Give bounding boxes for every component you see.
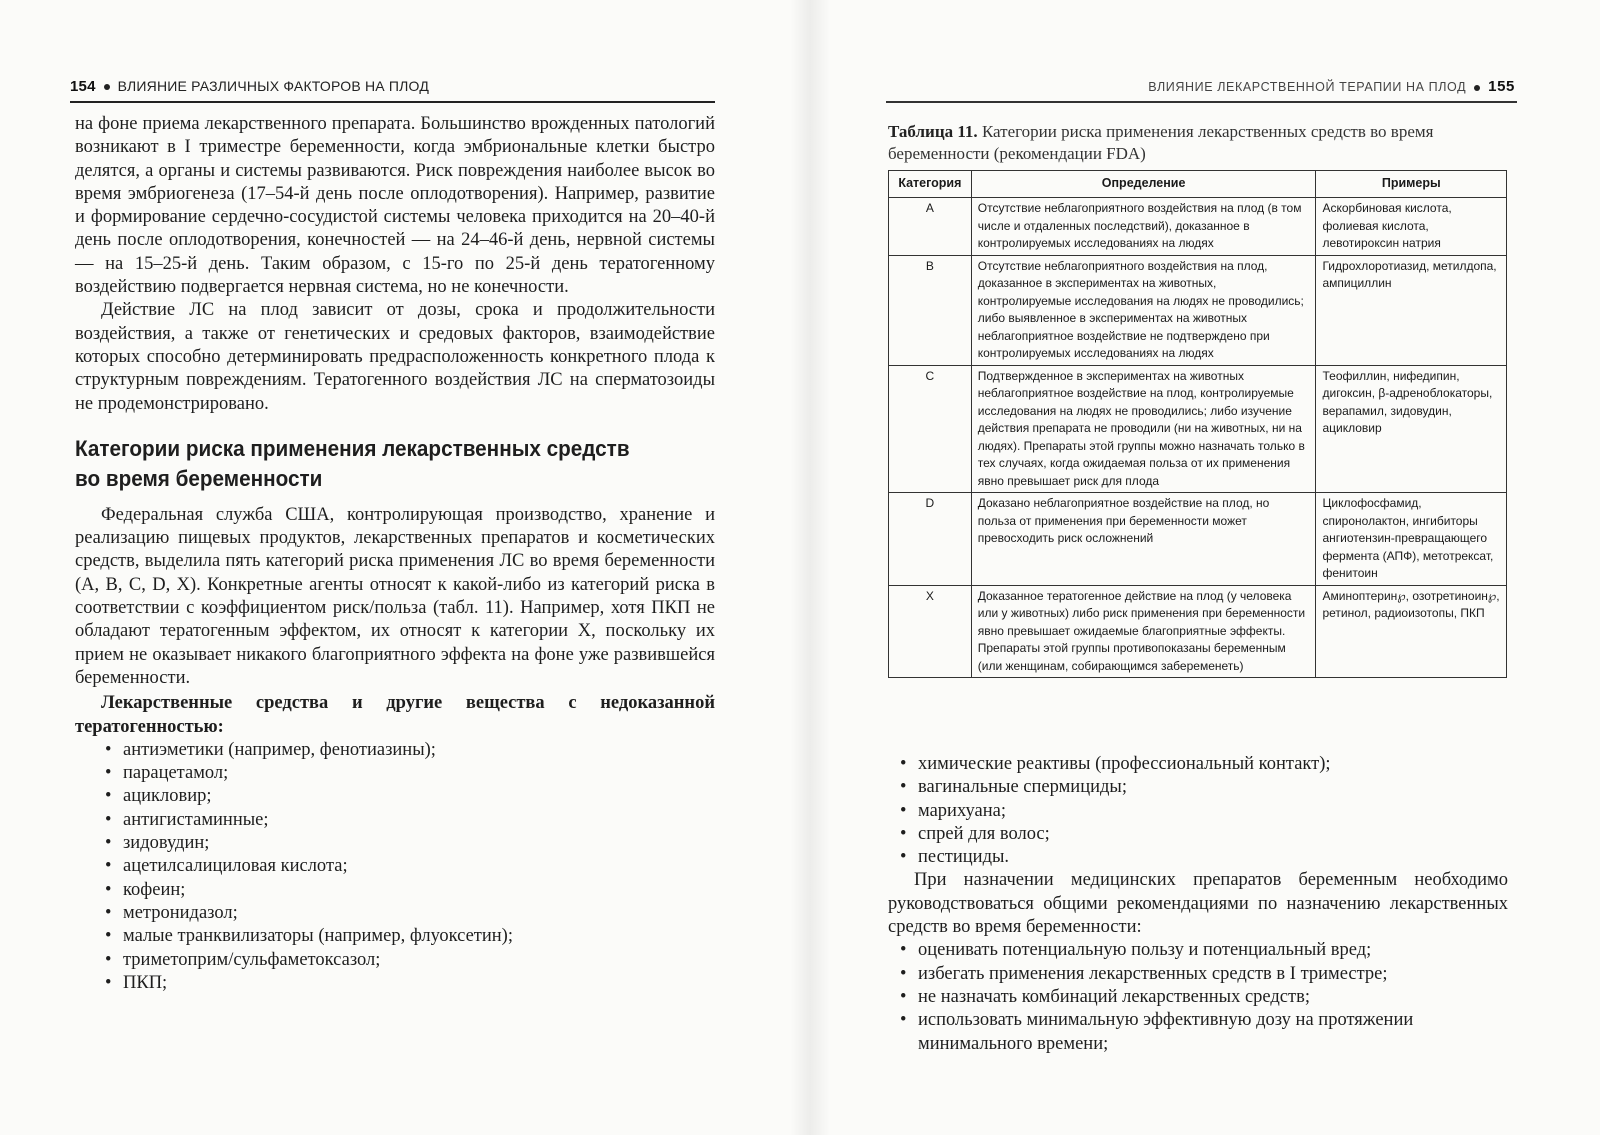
left-page-number: 154 xyxy=(70,78,96,95)
right-bullet-list-1 xyxy=(888,753,1508,869)
list-item: • триметоприм/сульфаметоксазол; xyxy=(103,949,715,972)
cell-category: D xyxy=(889,493,972,586)
list-item: • малые транквилизаторы (например, флуоксетин); xyxy=(103,925,715,948)
right-header-rule xyxy=(886,101,1517,103)
table-caption xyxy=(888,121,1516,165)
section-heading-line-1: Категории риска применения лекарственных средств xyxy=(75,435,630,461)
left-para-1: на фоне приема лекарственного препарата. Большинство врожденных патологий возникают в I триместре беременности, когда эмбриональные клетки быстро делятся, а органы и системы развиваются. Риск повреждения наиболее высок во время эмбриогенеза (17–54-й день после оплодотворения). Например, развитие и формирование сердечно-сосудистой системы человека приходится на 20–40-й день после оплодотворения, конечностей — на 24–46-й день, нервной системы — на 15–25-й день. Таким образом, с 15-го по 25-й день тератогенному воздействию подвергается нервная система, но не конечности. xyxy=(75,114,715,298)
right-para: При назначении медицинских препаратов беременным необходимо руководствоваться общими рекомендациями по назначению лекарственных средств во время беременности: xyxy=(888,870,1508,938)
column-header-examples: Примеры xyxy=(1316,171,1507,198)
list-item: • зидовудин; xyxy=(103,832,715,855)
cell-category: X xyxy=(889,585,972,678)
cell-examples: Аскорбиновая кислота, фолиевая кислота, левотироксин натрия xyxy=(1316,198,1507,256)
table-row xyxy=(889,198,1507,256)
cell-examples: Гидрохлоротиазид, метилдопа, ампициллин xyxy=(1316,255,1507,365)
right-page-number: 155 xyxy=(1488,78,1515,95)
list-item: • парацетамол; xyxy=(103,762,715,785)
list-item: • не назначать комбинаций лекарственных средств; xyxy=(898,986,1508,1009)
list-item: • антиэметики (например, фенотиазины); xyxy=(103,739,715,762)
cell-category: B xyxy=(889,255,972,365)
list-item: • кофеин; xyxy=(103,879,715,902)
left-running-head-text: ВЛИЯНИЕ РАЗЛИЧНЫХ ФАКТОРОВ НА ПЛОД xyxy=(117,78,430,94)
cell-definition: Отсутствие неблагоприятного воздействия на плод (в том числе и отдаленных последствий), доказанное в контролируемых исследованиях на людях xyxy=(971,198,1316,256)
cell-examples: Теофиллин, нифедипин, дигоксин, β-адреноблокаторы, верапамил, зидовудин, ацикловир xyxy=(1316,365,1507,493)
right-running-head-text: ВЛИЯНИЕ ЛЕКАРСТВЕННОЙ ТЕРАПИИ НА ПЛОД xyxy=(1148,80,1467,94)
section-heading xyxy=(75,434,719,494)
table-header-row xyxy=(889,171,1507,198)
left-running-head xyxy=(70,78,429,95)
cell-category: C xyxy=(889,365,972,493)
right-bullet-list-2 xyxy=(888,939,1508,1055)
right-body-text xyxy=(888,753,1508,1056)
left-bullet-list xyxy=(75,739,715,995)
right-running-head xyxy=(1148,78,1515,95)
list-item: • использовать минимальную эффективную дозу на протяжении минимального времени; xyxy=(898,1009,1508,1056)
cell-examples: Аминоптерин℘, озотретиноин℘, ретинол, радиоизотопы, ПКП xyxy=(1316,585,1507,678)
risk-categories-table xyxy=(888,170,1507,678)
list-item: • марихуана; xyxy=(898,800,1508,823)
list-item: • ПКП; xyxy=(103,972,715,995)
table-row xyxy=(889,493,1507,586)
list-item: • ацикловир; xyxy=(103,785,715,808)
list-item: • ацетилсалициловая кислота; xyxy=(103,855,715,878)
left-header-rule xyxy=(70,101,715,103)
table-label: Таблица 11. xyxy=(888,122,978,141)
table-row xyxy=(889,365,1507,493)
column-header-definition: Определение xyxy=(971,171,1316,198)
left-body-text xyxy=(75,113,715,995)
section-heading-line-2: во время беременности xyxy=(75,465,323,491)
column-header-category: Категория xyxy=(889,171,972,198)
list-item: • метронидазол; xyxy=(103,902,715,925)
list-item: • спрей для волос; xyxy=(898,823,1508,846)
cell-definition: Доказанное тератогенное действие на плод (у человека или у животных) либо риск применения при беременности явно превышает ожидаемые благоприятные эффекты. Препараты этой группы противопоказаны беременным (или женщинам, собирающимся забеременеть) xyxy=(971,585,1316,678)
list-item: • оценивать потенциальную пользу и потенциальный вред; xyxy=(898,939,1508,962)
cell-category: A xyxy=(889,198,972,256)
list-item: • пестициды. xyxy=(898,846,1508,869)
left-subheading: Лекарственные средства и другие вещества с недоказанной тератогенностью: xyxy=(75,693,715,737)
list-item: • антигистаминные; xyxy=(103,809,715,832)
table-row xyxy=(889,255,1507,365)
cell-examples: Циклофосфамид, спиронолактон, ингибиторы ангиотензин-превращающего фермента (АПФ), метотрексат, фенитоин xyxy=(1316,493,1507,586)
table-title: Категории риска применения лекарственных средств во время беременности (рекомендации FDA) xyxy=(888,122,1434,163)
bullet-dot-icon xyxy=(1474,85,1480,91)
cell-definition: Доказано неблагоприятное воздействие на плод, но польза от применения при беременности может превосходить риск осложнений xyxy=(971,493,1316,586)
list-item: • вагинальные спермициды; xyxy=(898,776,1508,799)
bullet-dot-icon xyxy=(104,84,110,90)
cell-definition: Подтвержденное в экспериментах на животных неблагоприятное воздействие на плод, контролируемые исследования на людях не проводились; либо изучение действия препарата не проводили (ни на животных, ни на людях). Препараты этой группы можно назначать только в тех случаях, когда ожидаемая польза от их применения явно превышает риск для плода xyxy=(971,365,1316,493)
left-para-3: Федеральная служба США, контролирующая производство, хранение и реализацию пищевых продуктов, лекарственных препаратов и косметических средств, выделила пять категорий риска применения ЛС во время беременности (A, B, C, D, X). Конкретные агенты относят к какой-либо из категорий риска в соответствии с коэффициентом риск/польза (табл. 11). Например, хотя ПКП не обладают тератогенным эффектом, их относят к категории X, поскольку их прием не оказывает никакого благоприятного эффекта на фоне уже развившейся беременности. xyxy=(75,504,715,688)
list-item: • избегать применения лекарственных средств в I триместре; xyxy=(898,963,1508,986)
left-para-2: Действие ЛС на плод зависит от дозы, срока и продолжительности воздействия, а также от генетических и средовых факторов, взаимодействие которых способно детерминировать предрасположенность конкретного плода к структурным повреждениям. Тератогенного воздействия ЛС на сперматозоиды не продемонстрировано. xyxy=(75,300,715,414)
cell-definition: Отсутствие неблагоприятного воздействия на плод, доказанное в экспериментах на животных, контролируемые исследования на людях не проводились; либо выявленное в экспериментах на животных неблагоприятное воздействие не подтверждено при контролируемых исследованиях на людях xyxy=(971,255,1316,365)
table-row xyxy=(889,585,1507,678)
list-item: • химические реактивы (профессиональный контакт); xyxy=(898,753,1508,776)
